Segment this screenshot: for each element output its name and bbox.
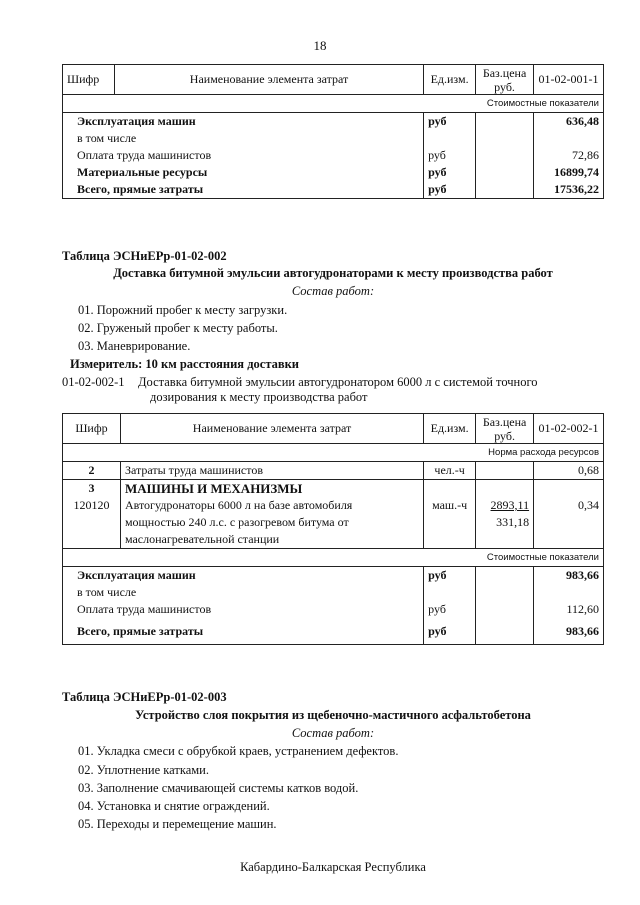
machine-line: Автогудронаторы 6000 л на базе автомобиля — [124, 498, 353, 512]
price-value: 331,18 — [496, 515, 530, 529]
table-title: Таблица ЭСНиЕРр-01-02-003 — [62, 690, 227, 704]
header-id: 01-02-002-1 — [534, 414, 604, 444]
header-code: Шифр — [63, 414, 121, 444]
row-code: 2 — [63, 462, 121, 480]
page-number: 18 — [313, 38, 327, 53]
table-title: Таблица ЭСНиЕРр-01-02-002 — [62, 249, 227, 263]
work-item: 02. Груженый пробег к месту работы. — [78, 321, 278, 335]
work-item: 04. Установка и снятие ограждений. — [78, 799, 270, 813]
row-value: 983,66 — [534, 618, 604, 645]
header-name: Наименование элемента затрат — [120, 414, 423, 444]
works-title: Состав работ: — [291, 726, 375, 740]
row-name: Оплата труда машинистов — [63, 147, 424, 164]
row-unit: чел.-ч — [424, 462, 476, 480]
row-name: Эксплуатация машин — [63, 567, 424, 585]
row-unit: руб — [424, 164, 476, 181]
header-unit: Ед.изм. — [424, 414, 476, 444]
row-unit: маш.-ч — [424, 497, 476, 549]
row-value: 0,34 — [534, 497, 604, 549]
row-value: 16899,74 — [534, 164, 604, 181]
table-subtitle: Доставка битумной эмульсии автогудронаторами к месту производства работ — [113, 266, 553, 280]
price-value: 2893,11 — [490, 498, 530, 512]
machine-description — [120, 497, 423, 549]
section-label: Стоимостные показатели — [63, 549, 604, 567]
work-item: 03. Заполнение смачивающей системы катков водой. — [78, 781, 359, 795]
row-value: 636,48 — [534, 113, 604, 131]
machine-line: маслонагревательной станции — [124, 532, 280, 546]
section-label: Стоимостные показатели — [63, 95, 604, 113]
meter: Измеритель: 10 км расстояния доставки — [70, 357, 300, 371]
row-unit: руб — [424, 601, 476, 618]
work-item: 01. Порожний пробег к месту загрузки. — [78, 303, 288, 317]
row-unit: руб — [424, 113, 476, 131]
row-unit: руб — [424, 618, 476, 645]
item-text: Доставка битумной эмульсии автогудронатором 6000 л с системой точного — [138, 375, 538, 389]
row-unit: руб — [424, 181, 476, 199]
work-item: 01. Укладка смеси с обрубкой краев, устранением дефектов. — [78, 744, 399, 758]
section-label: Норма расхода ресурсов — [63, 444, 604, 462]
row-name: в том числе — [63, 584, 424, 601]
resource-table-2 — [62, 413, 604, 645]
header-price: Баз.цена руб. — [476, 65, 534, 95]
row-value: 983,66 — [534, 567, 604, 585]
row-value: 72,86 — [534, 147, 604, 164]
row-name: Затраты труда машинистов — [120, 462, 423, 480]
row-value: 17536,22 — [534, 181, 604, 199]
header-id: 01-02-001-1 — [534, 65, 604, 95]
row-name: Всего, прямые затраты — [63, 181, 424, 199]
header-name: Наименование элемента затрат — [114, 65, 423, 95]
header-price: Баз.цена руб. — [476, 414, 534, 444]
machine-line: мощностью 240 л.с. с разогревом битума от — [124, 515, 349, 529]
table-subtitle: Устройство слоя покрытия из щебеночно-мастичного асфальтобетона — [135, 708, 531, 722]
row-unit: руб — [424, 147, 476, 164]
row-unit: руб — [424, 567, 476, 585]
row-name: МАШИНЫ И МЕХАНИЗМЫ — [120, 480, 423, 498]
row-code: 3 — [63, 480, 121, 498]
item-code: 01-02-002-1 — [62, 375, 125, 389]
works-title: Состав работ: — [291, 284, 375, 298]
machine-price — [476, 497, 534, 549]
row-code: 120120 — [63, 497, 121, 549]
row-value: 0,68 — [534, 462, 604, 480]
work-item: 05. Переходы и перемещение машин. — [78, 817, 277, 831]
row-name: Материальные ресурсы — [63, 164, 424, 181]
cost-table-1 — [62, 64, 604, 199]
footer-region: Кабардино-Балкарская Республика — [240, 860, 426, 874]
row-value: 112,60 — [534, 601, 604, 618]
work-item: 02. Уплотнение катками. — [78, 763, 209, 777]
header-code: Шифр — [63, 65, 115, 95]
row-name: Всего, прямые затраты — [63, 618, 424, 645]
work-item: 03. Маневрирование. — [78, 339, 191, 353]
item-text: дозирования к месту производства работ — [150, 390, 368, 404]
row-name: Эксплуатация машин — [63, 113, 424, 131]
row-name: Оплата труда машинистов — [63, 601, 424, 618]
row-name: в том числе — [63, 130, 424, 147]
header-unit: Ед.изм. — [424, 65, 476, 95]
